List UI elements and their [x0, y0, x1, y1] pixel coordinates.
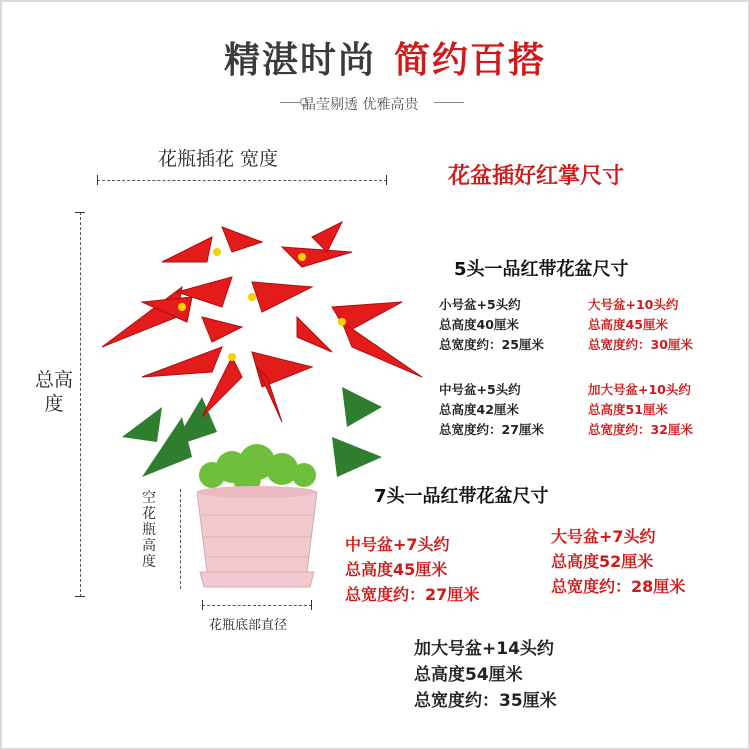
- size-name: 中号盆+7头约: [345, 535, 450, 554]
- sizes-title: 花盆插好红掌尺寸: [448, 164, 625, 189]
- bottom-diameter-label: 花瓶底部直径: [209, 618, 288, 633]
- header-title-left: 精湛时尚: [224, 39, 377, 81]
- seven-head-medium: [345, 532, 479, 607]
- size-height: 总高度42厘米: [439, 402, 519, 417]
- seven-head-large: [551, 524, 685, 599]
- seven-head-heading: 7头一品红带花盆尺寸: [374, 486, 549, 507]
- size-height: 总高度54厘米: [414, 665, 523, 685]
- bottom-diameter-line: [202, 605, 312, 606]
- size-width: 总宽度约：32厘米: [588, 422, 693, 437]
- height-label: 总高度: [34, 369, 73, 415]
- ornament-line-right: [434, 102, 464, 103]
- size-width: 总宽度约：25厘米: [439, 337, 544, 352]
- vase-height-label: 空花瓶高度: [142, 490, 156, 570]
- size-height: 总高度40厘米: [439, 317, 519, 332]
- ornament-line-left: [280, 102, 300, 103]
- size-width: 总宽度约：28厘米: [551, 577, 686, 596]
- size-name: 加大号盆+10头约: [588, 382, 691, 397]
- header-subtitle: 晶莹剔透 优雅高贵: [302, 97, 419, 113]
- width-dimension-line: [97, 180, 387, 181]
- size-name: 加大号盆+14头约: [414, 639, 554, 659]
- five-head-heading: 5头一品红带花盆尺寸: [454, 259, 629, 280]
- five-head-large: [588, 295, 693, 355]
- header-title-right: 简约百搭: [394, 39, 547, 81]
- size-height: 总高度51厘米: [588, 402, 668, 417]
- size-width: 总宽度约：35厘米: [414, 691, 557, 711]
- size-height: 总高度45厘米: [588, 317, 668, 332]
- five-head-xlarge: [588, 380, 693, 440]
- size-height: 总高度52厘米: [551, 552, 654, 571]
- size-name: 小号盆+5头约: [439, 297, 521, 312]
- size-height: 总高度45厘米: [345, 560, 448, 579]
- size-name: 大号盆+7头约: [551, 527, 656, 546]
- size-name: 大号盆+10头约: [588, 297, 679, 312]
- width-tick-right: [386, 175, 387, 185]
- height-dimension-line: [80, 212, 81, 597]
- seven-head-xlarge: [414, 636, 557, 714]
- size-name: 中号盆+5头约: [439, 382, 521, 397]
- size-width: 总宽度约：30厘米: [588, 337, 693, 352]
- size-width: 总宽度约：27厘米: [345, 585, 480, 604]
- five-head-small: [439, 295, 544, 355]
- size-width: 总宽度约：27厘米: [439, 422, 544, 437]
- width-label: 花瓶插花 宽度: [158, 148, 279, 170]
- width-tick-left: [97, 175, 98, 185]
- five-head-medium: [439, 380, 544, 440]
